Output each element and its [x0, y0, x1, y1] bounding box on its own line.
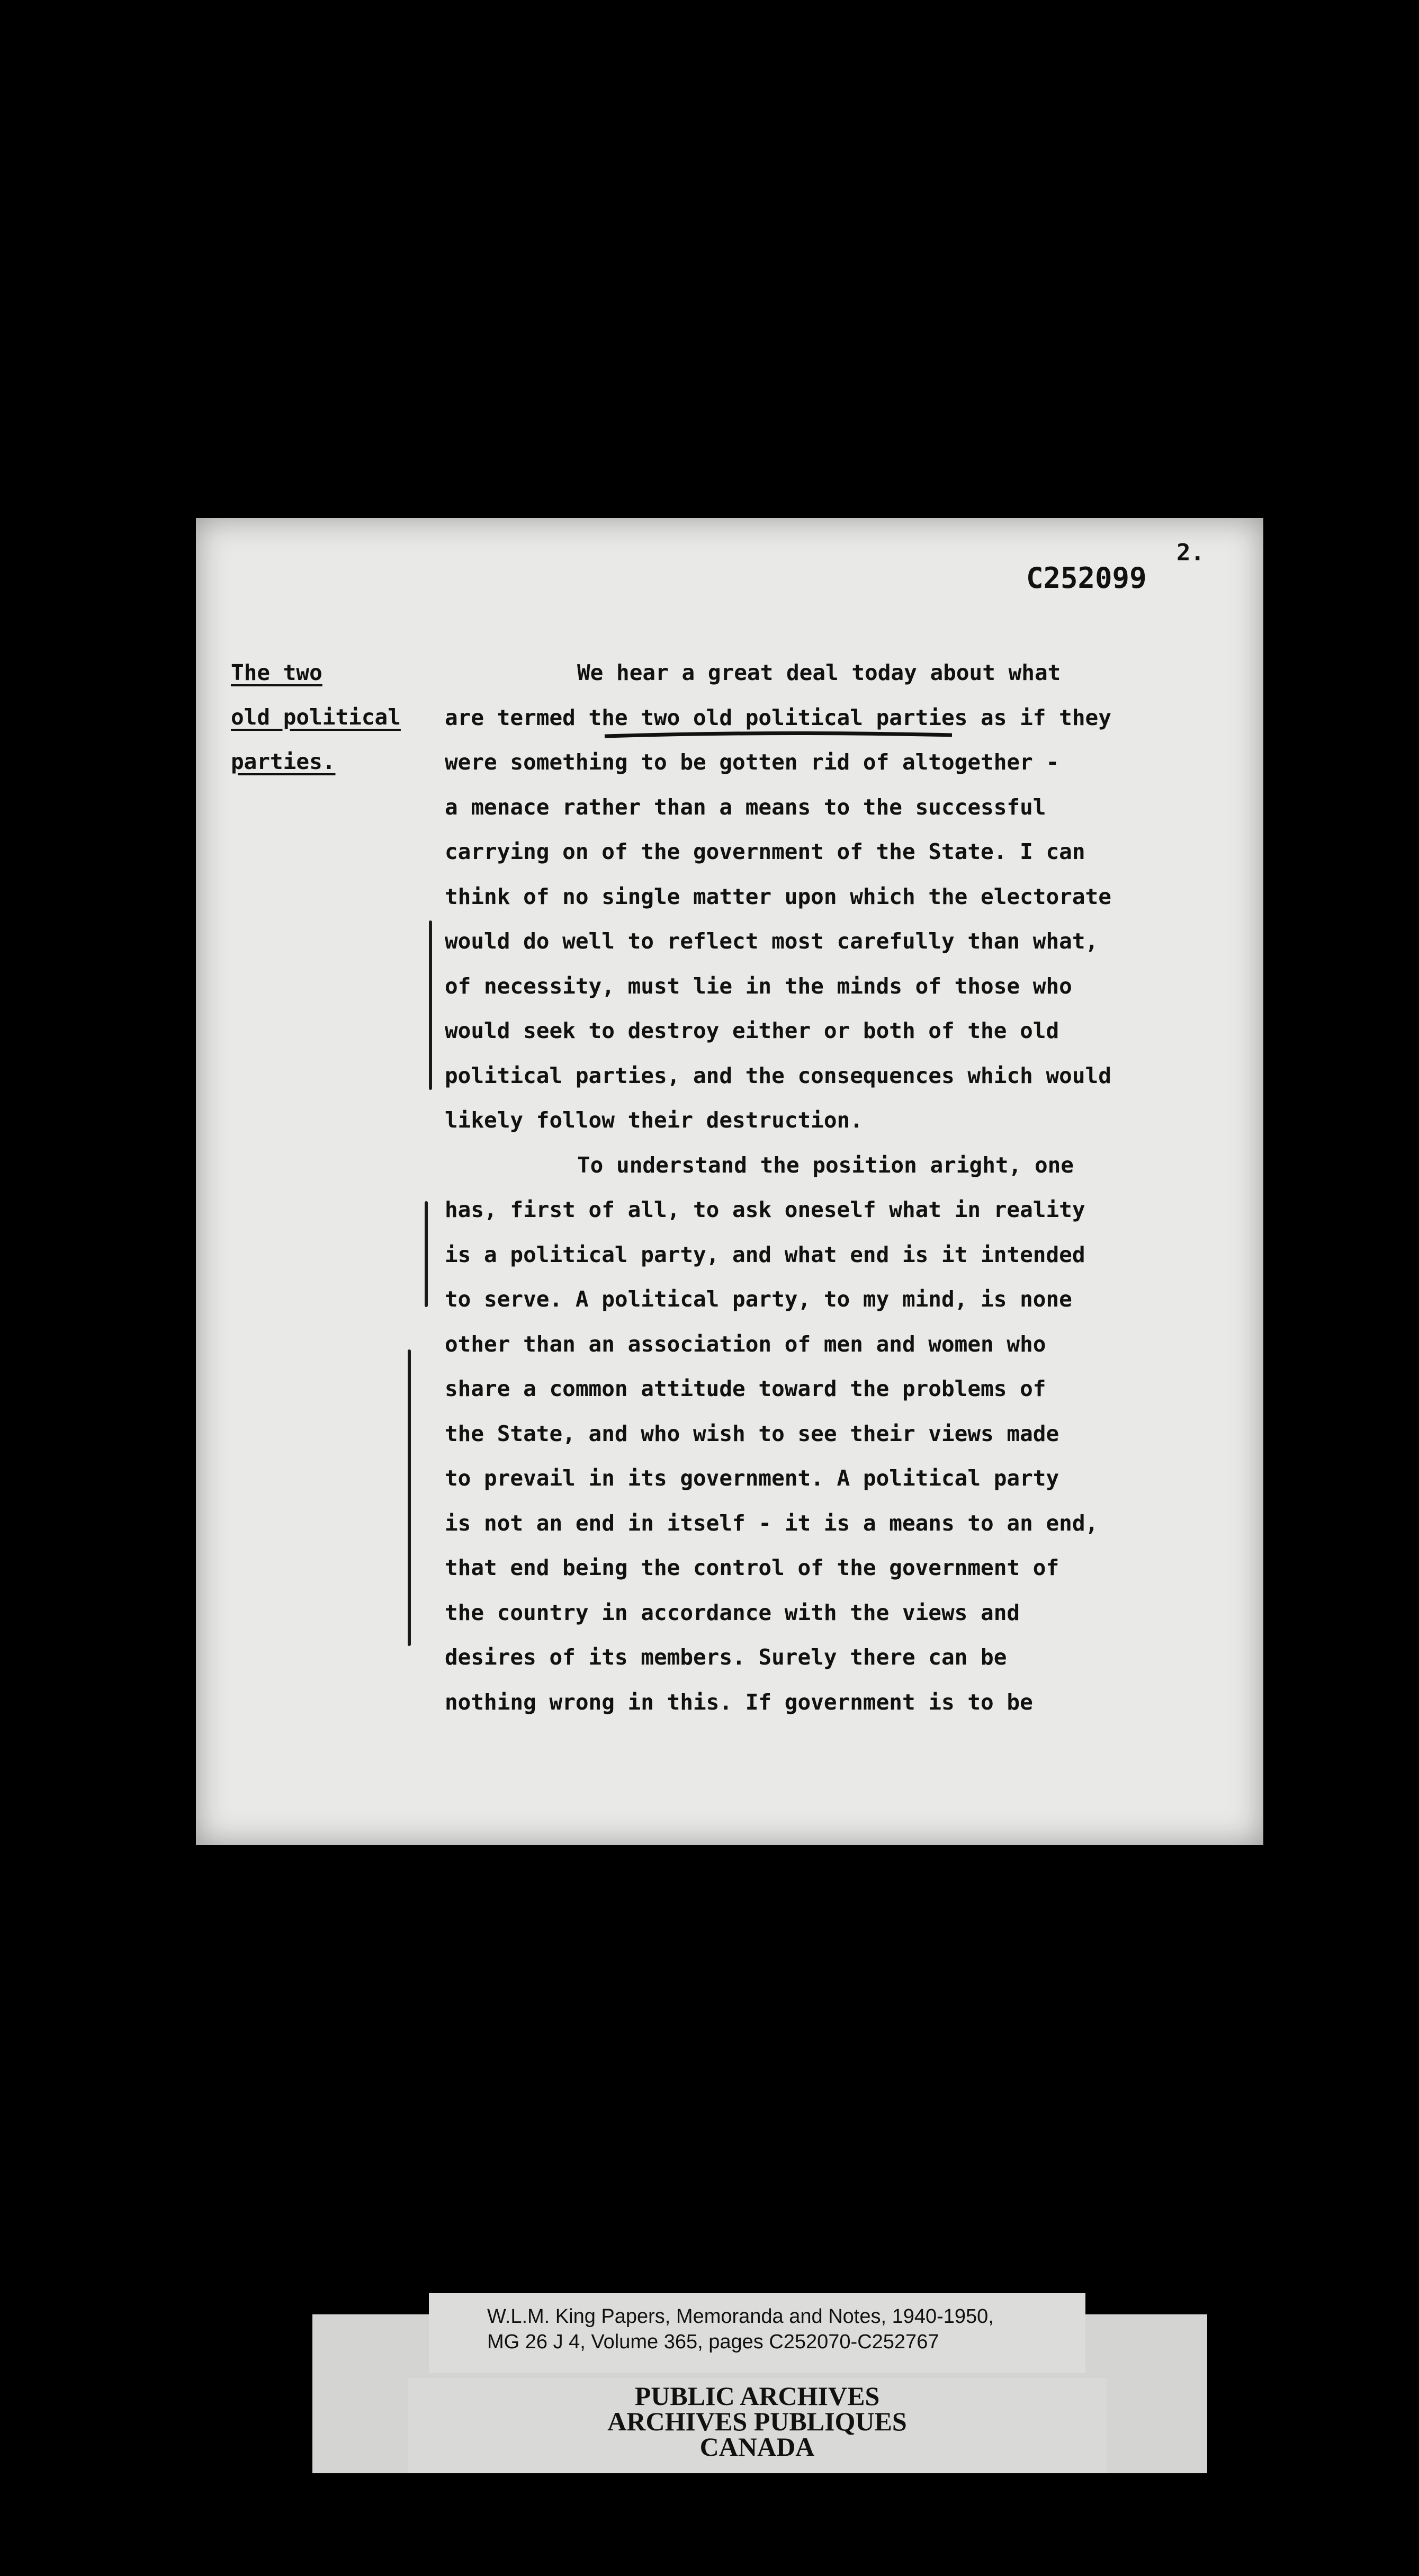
page-number: 2.: [1176, 539, 1205, 566]
text-line: a menace rather than a means to the successful: [445, 794, 1046, 820]
text-line: To understand the position aright, one: [577, 1152, 1074, 1178]
text-line: carrying on of the government of the State. I can: [445, 839, 1085, 864]
archive-stamp-line: CANADA: [699, 2432, 815, 2462]
archive-reference-line: W.L.M. King Papers, Memoranda and Notes, 1940-1950,: [487, 2305, 994, 2328]
text-line: nothing wrong in this. If government is to be: [445, 1689, 1033, 1715]
text-line: to serve. A political party, to my mind, is none: [445, 1286, 1072, 1312]
text-line: political parties, and the consequences which would: [445, 1062, 1111, 1088]
margin-heading: [231, 650, 421, 784]
text-line: the State, and who wish to see their views made: [445, 1420, 1059, 1446]
archive-reference-label: [429, 2293, 1085, 2373]
margin-heading-line: parties.: [231, 749, 336, 774]
text-line: were something to be gotten rid of altogether -: [445, 749, 1059, 775]
text-line: likely follow their destruction.: [445, 1107, 863, 1133]
text-line: is not an end in itself - it is a means to an end,: [445, 1510, 1099, 1536]
document-page: [196, 518, 1263, 1845]
archive-stamp: [408, 2378, 1107, 2473]
text-line: is a political party, and what end is it intended: [445, 1241, 1085, 1267]
margin-heading-line: The two: [231, 660, 322, 685]
body-text: [445, 650, 1186, 1724]
archive-reference-line: MG 26 J 4, Volume 365, pages C252070-C252767: [487, 2331, 939, 2353]
text-line: think of no single matter upon which the electorate: [445, 883, 1111, 909]
text-line: share a common attitude toward the problems of: [445, 1376, 1046, 1401]
text-line: that end being the control of the government of: [445, 1555, 1059, 1580]
margin-pen-mark: [408, 1349, 411, 1646]
text-line: to prevail in its government. A political party: [445, 1465, 1059, 1491]
archive-stamp-line: PUBLIC ARCHIVES: [634, 2381, 880, 2411]
text-line: desires of its members. Surely there can be: [445, 1644, 1007, 1670]
margin-pen-mark: [425, 1201, 428, 1307]
text-line: has, first of all, to ask oneself what in reality: [445, 1197, 1085, 1222]
margin-pen-mark: [429, 920, 432, 1090]
reference-stamp: C252099: [1026, 561, 1147, 595]
text-line: of necessity, must lie in the minds of those who: [445, 973, 1072, 999]
text-line: We hear a great deal today about what: [577, 660, 1061, 685]
archive-stamp-line: ARCHIVES PUBLIQUES: [607, 2407, 907, 2436]
text-line: the country in accordance with the views and: [445, 1599, 1020, 1625]
margin-heading-line: old political: [231, 704, 401, 730]
text-line: are termed the two old political parties as if they: [445, 704, 1111, 730]
text-line: other than an association of men and women who: [445, 1331, 1046, 1357]
text-line: would do well to reflect most carefully than what,: [445, 928, 1099, 954]
text-line: would seek to destroy either or both of the old: [445, 1018, 1059, 1043]
